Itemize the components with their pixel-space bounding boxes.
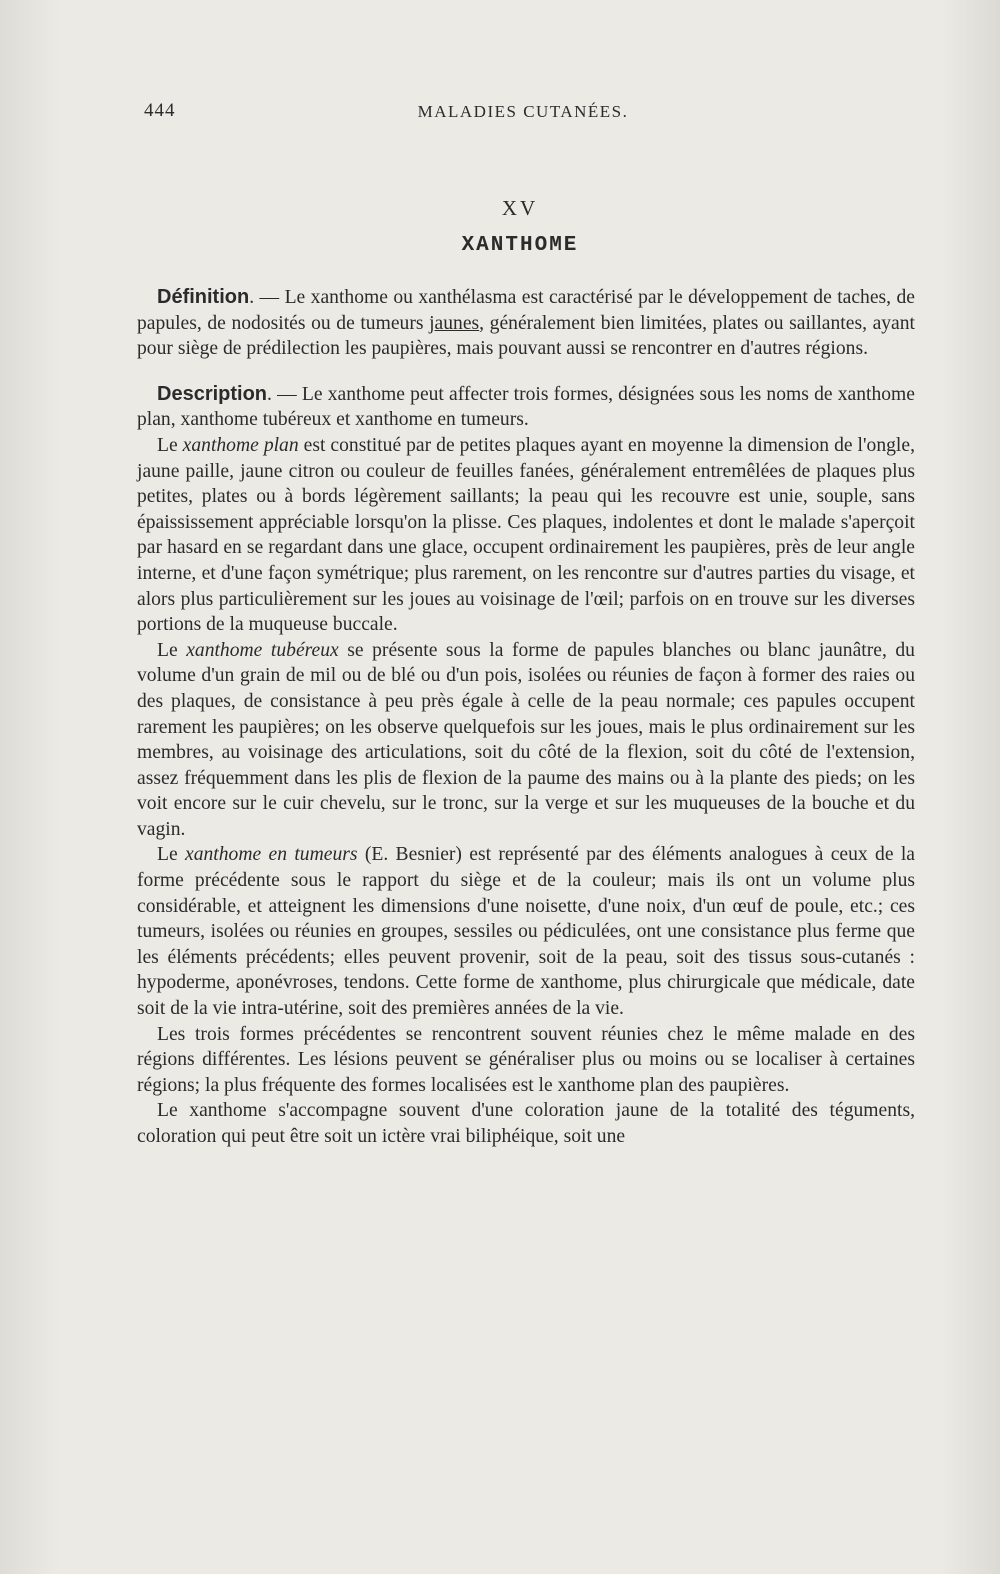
paragraph-description bbox=[137, 382, 915, 433]
paragraph-xanthome-tumeurs bbox=[137, 842, 915, 1021]
plan-text: est constitué par de petites plaques ayant en moyenne la dimension de l'ongle, jaune paille, jaune citron ou couleur de feuilles fanées, généralement entremêlées de plaques plus petites, plates ou à bords légèrement saillants; la peau qui les recouvre est unie, souple, sans épaississement appréciable lorsqu'on la plisse. Ces plaques, indolentes et dont le malade s'aperçoit par hasard en se regardant dans une glace, occupent ordinairement les paupières, près de leur angle interne, et d'une façon symétrique; plus rarement, on les rencontre sur d'autres parties du visage, et alors plus particulièrement sur les joues au voisinage de l'œil; parfois on en trouve sur les diverses portions de la muqueuse buccale. bbox=[137, 434, 915, 636]
definition-underlined-word: jaunes bbox=[429, 312, 480, 334]
tubereux-lead: Le bbox=[157, 639, 187, 661]
definition-text-b: , généralement bien limitées, plates ou saillantes, ayant pour siège de prédilection les paupières, mais pouvant aussi se rencontrer en d'autres régions. bbox=[137, 312, 915, 360]
body-text bbox=[137, 285, 915, 1150]
plan-lead: Le bbox=[157, 434, 183, 456]
tubereux-text: se présente sous la forme de papules blanches ou blanc jaunâtre, du volume d'un grain de mil ou de blé ou d'un pois, isolées ou réunies de façon à former des raies ou des plaques, de consistance à peu près égale à celle de la peau normale; ces papules occupent rarement les paupières; on les observe quelquefois sur les joues, mais le plus ordinairement sur les membres, au voisinage des articulations, soit du côté de la flexion, soit du côté de l'extension, assez fréquemment dans les plis de flexion de la paume des mains ou à la plante des pieds; on les voit encore sur le cuir chevelu, sur le tronc, sur la verge et sur les muqueuses de la bouche et du vagin. bbox=[137, 639, 915, 840]
plan-term: xanthome plan bbox=[182, 434, 299, 456]
paragraph-xanthome-plan bbox=[137, 433, 915, 638]
definition-heading: Définition bbox=[157, 286, 250, 308]
definition-dash: . — bbox=[249, 287, 285, 308]
chapter-title: XANTHOME bbox=[461, 234, 579, 257]
paragraph-xanthome-tubereux bbox=[137, 638, 915, 843]
paragraph-definition bbox=[137, 285, 915, 362]
paragraph-coloration bbox=[137, 1098, 915, 1149]
page-header bbox=[138, 100, 908, 132]
tubereux-term: xanthome tubéreux bbox=[186, 639, 339, 661]
description-text: Le xanthome peut affecter trois formes, désignées sous les noms de xanthome plan, xanthome tubéreux et xanthome en tumeurs. bbox=[137, 383, 915, 431]
chapter-number: XV bbox=[501, 196, 539, 220]
definition-text-a: Le xanthome ou xanthélasma est caractérisé par le développement de taches, de papules, de nodosités ou de tumeurs bbox=[137, 287, 915, 334]
description-dash: . — bbox=[267, 383, 302, 405]
tumeurs-lead: Le bbox=[157, 844, 186, 866]
running-title: MALADIES CUTANÉES. bbox=[417, 102, 629, 121]
page-number: 444 bbox=[144, 100, 176, 121]
tumeurs-text: (E. Besnier) est représenté par des éléments analogues à ceux de la forme précédente sous le rapport du siège et de la couleur; mais ils ont un volume plus considérable, et atteignent les dimensions d'une noisette, d'une noix, d'un œuf de poule, etc.; ces tumeurs, isolées ou réunies en groupes, sessiles ou pédiculées, ont une consistance plus ferme que les éléments précédents; elles peuvent provenir, soit de la peau, soit des tissus sous-cutanés : hypoderme, aponévroses, tendons. Cette forme de xanthome, plus chirurgicale que médicale, date soit de la vie intra-utérine, soit des premières années de la vie. bbox=[137, 844, 915, 1020]
tumeurs-term: xanthome en tumeurs bbox=[185, 844, 358, 866]
paragraph-trois-formes bbox=[137, 1022, 915, 1099]
trois-formes-text: Les trois formes précédentes se rencontrent souvent réunies chez le même malade en des régions différentes. Les lésions peuvent se généraliser plus ou moins ou se localiser à certaines régions; la plus fréquente des formes localisées est le xanthome plan des paupières. bbox=[137, 1023, 915, 1096]
coloration-text: Le xanthome s'accompagne souvent d'une coloration jaune de la totalité des téguments, coloration qui peut être soit un ictère vrai biliphéique, soit une bbox=[137, 1100, 915, 1147]
description-heading: Description bbox=[157, 382, 268, 405]
